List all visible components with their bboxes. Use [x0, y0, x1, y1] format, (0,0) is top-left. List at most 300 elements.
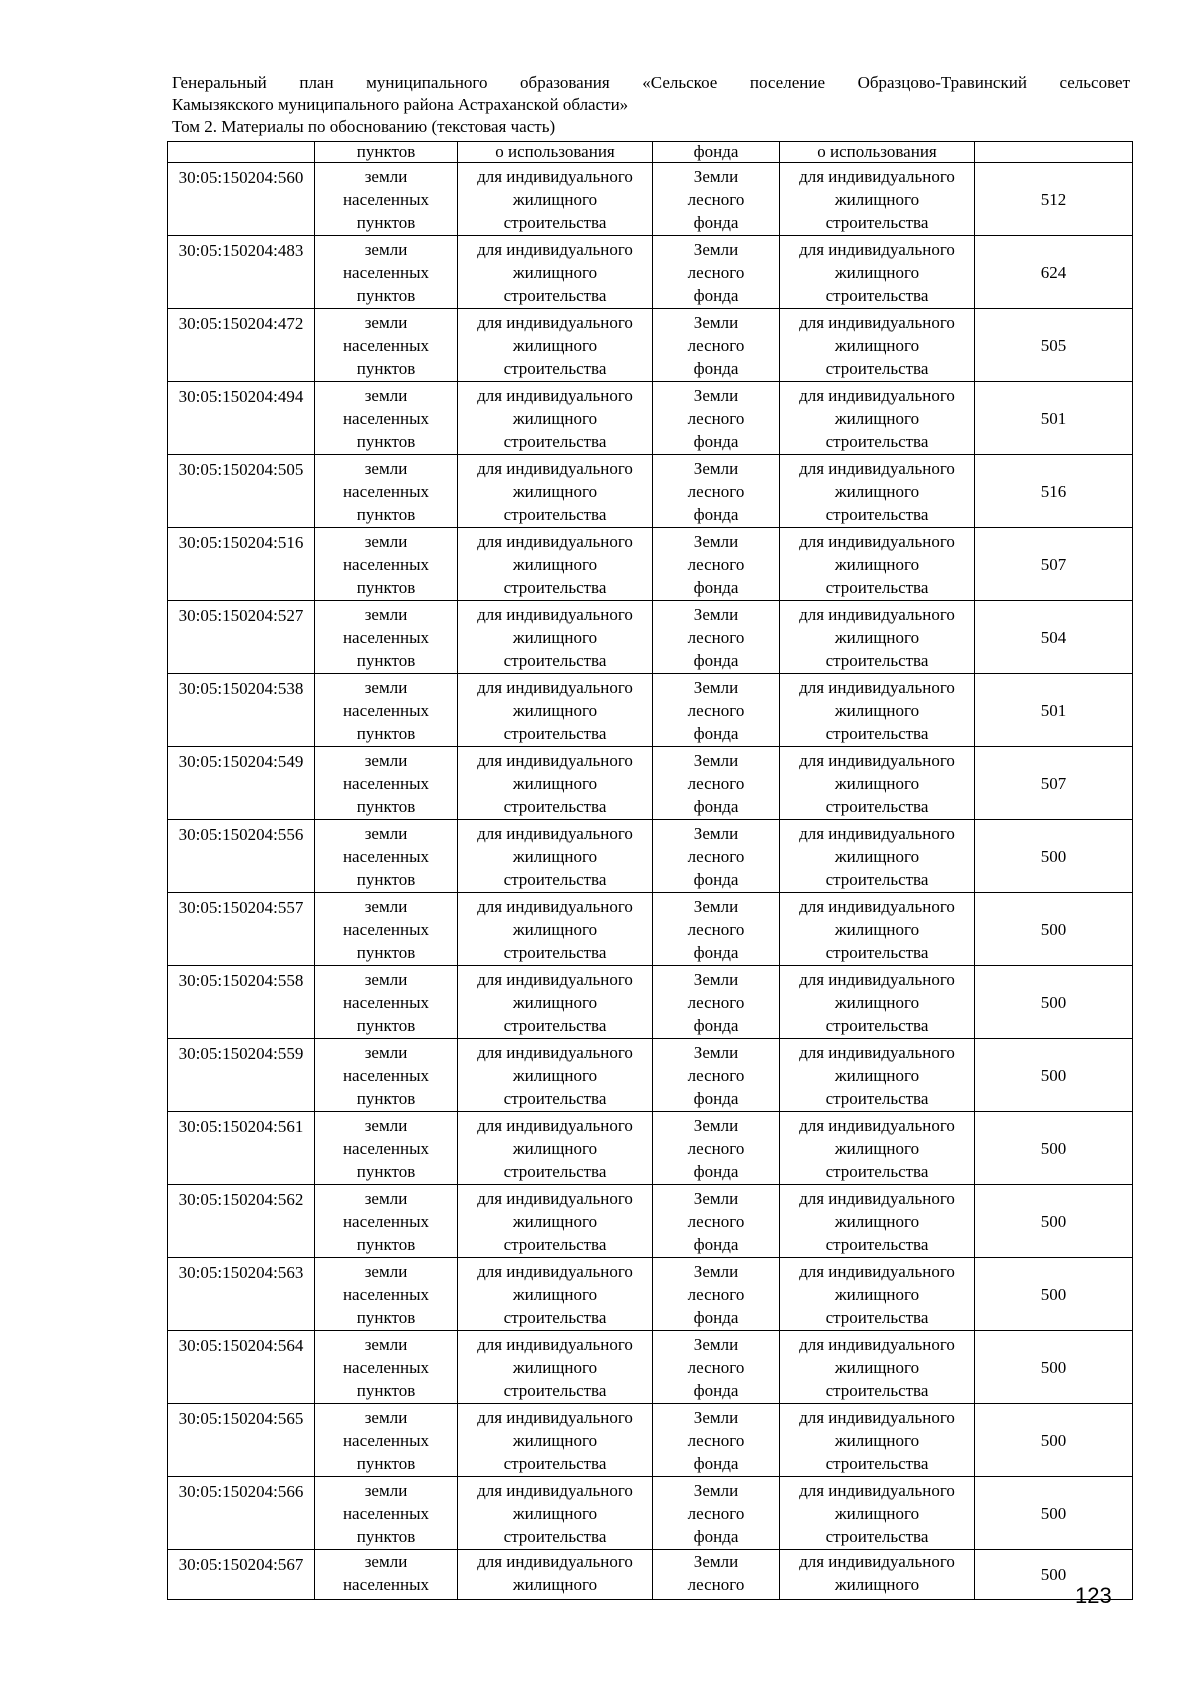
- category-to-cell: [653, 966, 780, 1039]
- cell-line: Земли: [693, 385, 739, 405]
- area-cell: 500: [975, 820, 1133, 893]
- table-cell: о использования: [780, 142, 975, 163]
- use-from-cell: [458, 966, 653, 1039]
- use-to-cell: [780, 236, 975, 309]
- area-cell: 516: [975, 455, 1133, 528]
- cell-line: жилищного: [512, 554, 598, 574]
- cell-line: для индивидуального: [477, 385, 633, 405]
- cadastral-number-cell: 30:05:150204:516: [168, 528, 315, 601]
- cell-line: Земли: [693, 677, 739, 697]
- category-from-cell: [315, 674, 458, 747]
- cell-line: для индивидуального: [799, 750, 955, 770]
- cell-line: для индивидуального: [799, 239, 955, 259]
- cell-line: земли: [364, 823, 408, 843]
- area-cell: 507: [975, 528, 1133, 601]
- cell-line: населенных: [342, 1138, 430, 1158]
- cell-line: строительства: [503, 869, 607, 889]
- cell-line: жилищного: [512, 1503, 598, 1523]
- cadastral-number-cell: 30:05:150204:558: [168, 966, 315, 1039]
- cell-line: для индивидуального: [477, 604, 633, 624]
- cell-line: жилищного: [512, 919, 598, 939]
- use-to-cell: [780, 163, 975, 236]
- cell-line: для индивидуального: [799, 1480, 955, 1500]
- cell-line: фонда: [693, 1380, 739, 1400]
- area-cell: 500: [975, 1258, 1133, 1331]
- cell-line: для индивидуального: [477, 1407, 633, 1427]
- use-from-cell: [458, 1404, 653, 1477]
- cell-line: пунктов: [356, 577, 416, 597]
- cell-line: строительства: [503, 285, 607, 305]
- cell-line: лесного: [687, 335, 745, 355]
- table-cell: фонда: [653, 142, 780, 163]
- cell-line: строительства: [503, 1307, 607, 1327]
- cell-line: пунктов: [356, 1088, 416, 1108]
- use-from-cell: [458, 747, 653, 820]
- cell-line: лесного: [687, 408, 745, 428]
- cell-line: для индивидуального: [477, 1115, 633, 1135]
- category-from-cell: [315, 1477, 458, 1550]
- category-from-cell: [315, 1258, 458, 1331]
- use-to-cell: [780, 1112, 975, 1185]
- cell-line: для индивидуального: [799, 458, 955, 478]
- category-from-cell: [315, 966, 458, 1039]
- cell-line: для индивидуального: [799, 312, 955, 332]
- cell-line: фонда: [693, 577, 739, 597]
- cell-line: строительства: [825, 723, 929, 743]
- cell-line: Земли: [693, 1188, 739, 1208]
- cell-line: Земли: [693, 1334, 739, 1354]
- header-line-2: Камызякского муниципального района Астраханской области»: [172, 95, 629, 114]
- cell-line: пунктов: [356, 869, 416, 889]
- cadastral-number-cell: 30:05:150204:564: [168, 1331, 315, 1404]
- category-to-cell: [653, 674, 780, 747]
- area-cell: 500: [975, 893, 1133, 966]
- category-to-cell: [653, 1185, 780, 1258]
- table-row: [168, 528, 1133, 601]
- category-to-cell: [653, 528, 780, 601]
- table-row: [168, 674, 1133, 747]
- table-row: [168, 601, 1133, 674]
- category-from-cell: [315, 1404, 458, 1477]
- use-to-cell: [780, 674, 975, 747]
- page-number: 123: [1075, 1583, 1112, 1608]
- use-from-cell: [458, 1185, 653, 1258]
- cell-line: фонда: [693, 942, 739, 962]
- cell-line: жилищного: [834, 1211, 920, 1231]
- cell-line: жилищного: [512, 700, 598, 720]
- cell-line: населенных: [342, 992, 430, 1012]
- cadastral-number-cell: 30:05:150204:549: [168, 747, 315, 820]
- use-from-cell: [458, 820, 653, 893]
- cell-line: для индивидуального: [477, 1552, 633, 1571]
- area-cell: 505: [975, 309, 1133, 382]
- use-from-cell: [458, 163, 653, 236]
- cell-line: лесного: [687, 1065, 745, 1085]
- cell-line: строительства: [503, 1234, 607, 1254]
- use-from-cell: [458, 674, 653, 747]
- cell-line: жилищного: [834, 700, 920, 720]
- cell-line: фонда: [693, 358, 739, 378]
- table-row: [168, 747, 1133, 820]
- cell-line: строительства: [503, 504, 607, 524]
- cadastral-number-cell: 30:05:150204:472: [168, 309, 315, 382]
- cell-line: земли: [364, 1480, 408, 1500]
- area-cell: 500: [975, 1404, 1133, 1477]
- category-to-cell: [653, 820, 780, 893]
- area-cell: 501: [975, 382, 1133, 455]
- table-row: [168, 820, 1133, 893]
- category-from-cell: [315, 455, 458, 528]
- cell-line: для индивидуального: [477, 312, 633, 332]
- use-from-cell: [458, 455, 653, 528]
- table-row: [168, 1331, 1133, 1404]
- cell-line: пунктов: [356, 431, 416, 451]
- cell-line: жилищного: [834, 846, 920, 866]
- cell-line: жилищного: [512, 992, 598, 1012]
- cell-line: лесного: [687, 1503, 745, 1523]
- cell-line: фонда: [693, 212, 739, 232]
- cell-line: строительства: [825, 869, 929, 889]
- table-row: [168, 1550, 1133, 1600]
- cell-line: пунктов: [356, 504, 416, 524]
- cell-line: лесного: [687, 846, 745, 866]
- cell-line: фонда: [693, 285, 739, 305]
- category-from-cell: [315, 1039, 458, 1112]
- cell-line: строительства: [503, 1088, 607, 1108]
- cell-line: населенных: [342, 189, 430, 209]
- table-row: [168, 163, 1133, 236]
- cell-line: строительства: [503, 577, 607, 597]
- use-to-cell: [780, 1039, 975, 1112]
- cell-line: земли: [364, 239, 408, 259]
- cell-line: пунктов: [356, 1307, 416, 1327]
- cell-line: населенных: [342, 1211, 430, 1231]
- use-from-cell: [458, 236, 653, 309]
- use-to-cell: [780, 966, 975, 1039]
- cell-line: жилищного: [834, 262, 920, 282]
- cell-line: строительства: [503, 942, 607, 962]
- cell-line: для индивидуального: [799, 677, 955, 697]
- cell-line: жилищного: [834, 1284, 920, 1304]
- cell-line: земли: [364, 969, 408, 989]
- cell-line: для индивидуального: [477, 969, 633, 989]
- use-from-cell: [458, 1112, 653, 1185]
- use-to-cell: [780, 1185, 975, 1258]
- cell-line: земли: [364, 166, 408, 186]
- cadastral-number-cell: 30:05:150204:557: [168, 893, 315, 966]
- category-from-cell: [315, 1185, 458, 1258]
- cell-line: жилищного: [512, 1211, 598, 1231]
- cell-line: Земли: [693, 1115, 739, 1135]
- cell-line: строительства: [825, 650, 929, 670]
- cell-line: Земли: [693, 604, 739, 624]
- cell-line: для индивидуального: [799, 1115, 955, 1135]
- cell-line: жилищного: [834, 481, 920, 501]
- cell-line: строительства: [825, 1526, 929, 1546]
- cell-line: строительства: [825, 1307, 929, 1327]
- cell-line: для индивидуального: [477, 1188, 633, 1208]
- table-body: [168, 142, 1133, 1600]
- cell-line: жилищного: [834, 1575, 920, 1594]
- cell-line: лесного: [687, 1357, 745, 1377]
- cell-line: для индивидуального: [477, 1261, 633, 1281]
- cell-line: фонда: [693, 504, 739, 524]
- table-row: [168, 1477, 1133, 1550]
- cadastral-number-cell: 30:05:150204:527: [168, 601, 315, 674]
- use-to-cell: [780, 1550, 975, 1600]
- cell-line: земли: [364, 312, 408, 332]
- use-from-cell: [458, 893, 653, 966]
- cell-line: для индивидуального: [799, 896, 955, 916]
- cell-line: земли: [364, 1261, 408, 1281]
- cell-line: строительства: [825, 431, 929, 451]
- use-from-cell: [458, 1331, 653, 1404]
- cell-line: строительства: [825, 796, 929, 816]
- category-to-cell: [653, 601, 780, 674]
- cell-line: лесного: [687, 1430, 745, 1450]
- cell-line: строительства: [503, 796, 607, 816]
- cell-line: фонда: [693, 1161, 739, 1181]
- cell-line: фонда: [693, 796, 739, 816]
- cell-line: для индивидуального: [477, 1334, 633, 1354]
- table-row: [168, 893, 1133, 966]
- cell-line: лесного: [687, 992, 745, 1012]
- cell-line: жилищного: [512, 408, 598, 428]
- table-cell: пунктов: [315, 142, 458, 163]
- category-to-cell: [653, 1258, 780, 1331]
- cell-line: населенных: [342, 1284, 430, 1304]
- cell-line: фонда: [693, 431, 739, 451]
- area-cell: 507: [975, 747, 1133, 820]
- category-to-cell: [653, 1550, 780, 1600]
- use-from-cell: [458, 1550, 653, 1600]
- category-to-cell: [653, 1404, 780, 1477]
- category-from-cell: [315, 163, 458, 236]
- cell-line: для индивидуального: [477, 531, 633, 551]
- category-from-cell: [315, 528, 458, 601]
- cell-line: для индивидуального: [477, 458, 633, 478]
- cell-line: строительства: [503, 1380, 607, 1400]
- cell-line: фонда: [693, 869, 739, 889]
- cell-line: жилищного: [834, 1430, 920, 1450]
- document-header: [172, 72, 1130, 138]
- cell-line: пунктов: [356, 723, 416, 743]
- cell-line: населенных: [342, 773, 430, 793]
- use-from-cell: [458, 309, 653, 382]
- category-from-cell: [315, 1550, 458, 1600]
- cell-line: земли: [364, 1552, 408, 1571]
- category-to-cell: [653, 455, 780, 528]
- category-to-cell: [653, 1331, 780, 1404]
- cell-line: лесного: [687, 700, 745, 720]
- cell-line: фонда: [693, 1015, 739, 1035]
- category-to-cell: [653, 163, 780, 236]
- cell-line: лесного: [687, 773, 745, 793]
- cell-line: для индивидуального: [799, 1552, 955, 1571]
- use-to-cell: [780, 455, 975, 528]
- table-row: [168, 236, 1133, 309]
- area-cell: 500: [975, 1550, 1133, 1600]
- cell-line: лесного: [687, 554, 745, 574]
- use-to-cell: [780, 747, 975, 820]
- cell-line: строительства: [503, 212, 607, 232]
- cell-line: Земли: [693, 823, 739, 843]
- cell-line: пунктов: [356, 285, 416, 305]
- cell-line: строительства: [825, 358, 929, 378]
- cell-line: населенных: [342, 700, 430, 720]
- continuation-row: [168, 142, 1133, 163]
- cell-line: строительства: [503, 1453, 607, 1473]
- cell-line: пунктов: [356, 1161, 416, 1181]
- cell-line: жилищного: [834, 1503, 920, 1523]
- table-row: [168, 309, 1133, 382]
- cell-line: пунктов: [356, 1015, 416, 1035]
- header-line-1: Генеральный план муниципального образования «Сельское поселение Образцово-Травинский сельсовет: [172, 73, 1130, 92]
- category-to-cell: [653, 382, 780, 455]
- cell-line: для индивидуального: [799, 1334, 955, 1354]
- cell-line: фонда: [693, 1088, 739, 1108]
- cadastral-number-cell: 30:05:150204:561: [168, 1112, 315, 1185]
- area-cell: 624: [975, 236, 1133, 309]
- table-row: [168, 1258, 1133, 1331]
- cell-line: земли: [364, 1042, 408, 1062]
- category-to-cell: [653, 893, 780, 966]
- category-from-cell: [315, 893, 458, 966]
- cell-line: земли: [364, 604, 408, 624]
- cell-line: пунктов: [356, 1380, 416, 1400]
- area-cell: 500: [975, 1477, 1133, 1550]
- cell-line: жилищного: [834, 1065, 920, 1085]
- cell-line: жилищного: [834, 189, 920, 209]
- cell-line: пунктов: [356, 650, 416, 670]
- cadastral-number-cell: 30:05:150204:538: [168, 674, 315, 747]
- cell-line: жилищного: [512, 846, 598, 866]
- cell-line: земли: [364, 896, 408, 916]
- cell-line: для индивидуального: [477, 823, 633, 843]
- cell-line: населенных: [342, 481, 430, 501]
- cell-line: жилищного: [834, 992, 920, 1012]
- cell-line: для индивидуального: [477, 239, 633, 259]
- cadastral-number-cell: 30:05:150204:494: [168, 382, 315, 455]
- use-to-cell: [780, 1331, 975, 1404]
- category-from-cell: [315, 820, 458, 893]
- use-to-cell: [780, 528, 975, 601]
- cell-line: для индивидуального: [799, 823, 955, 843]
- cell-line: жилищного: [512, 627, 598, 647]
- category-to-cell: [653, 309, 780, 382]
- use-from-cell: [458, 528, 653, 601]
- cell-line: Земли: [693, 166, 739, 186]
- cell-line: строительства: [825, 212, 929, 232]
- cell-line: Земли: [693, 1552, 739, 1571]
- cell-line: Земли: [693, 896, 739, 916]
- cell-line: жилищного: [512, 1357, 598, 1377]
- cell-line: для индивидуального: [799, 604, 955, 624]
- cell-line: лесного: [687, 1284, 745, 1304]
- table-row: [168, 1039, 1133, 1112]
- cell-line: земли: [364, 1115, 408, 1135]
- cell-line: для индивидуального: [477, 166, 633, 186]
- cell-line: лесного: [687, 1575, 745, 1594]
- cell-line: земли: [364, 1188, 408, 1208]
- cell-line: для индивидуального: [477, 1480, 633, 1500]
- cell-line: жилищного: [512, 481, 598, 501]
- cadastral-number-cell: 30:05:150204:562: [168, 1185, 315, 1258]
- cell-line: фонда: [693, 1526, 739, 1546]
- cell-line: для индивидуального: [477, 677, 633, 697]
- cell-line: пунктов: [356, 942, 416, 962]
- cell-line: для индивидуального: [799, 531, 955, 551]
- cell-line: населенных: [342, 1430, 430, 1450]
- cell-line: строительства: [503, 1526, 607, 1546]
- cell-line: земли: [364, 1407, 408, 1427]
- table-cell: [975, 142, 1133, 163]
- cell-line: жилищного: [834, 408, 920, 428]
- cell-line: лесного: [687, 627, 745, 647]
- cell-line: лесного: [687, 481, 745, 501]
- cell-line: строительства: [503, 1015, 607, 1035]
- category-to-cell: [653, 1477, 780, 1550]
- cell-line: жилищного: [834, 1357, 920, 1377]
- cell-line: населенных: [342, 262, 430, 282]
- use-to-cell: [780, 820, 975, 893]
- cell-line: Земли: [693, 969, 739, 989]
- area-cell: 500: [975, 1185, 1133, 1258]
- cadastral-number-cell: 30:05:150204:566: [168, 1477, 315, 1550]
- use-from-cell: [458, 1258, 653, 1331]
- cell-line: лесного: [687, 1138, 745, 1158]
- cell-line: населенных: [342, 1065, 430, 1085]
- cell-line: населенных: [342, 408, 430, 428]
- category-from-cell: [315, 309, 458, 382]
- cell-line: строительства: [825, 942, 929, 962]
- cell-line: жилищного: [512, 1575, 598, 1594]
- cadastral-number-cell: 30:05:150204:567: [168, 1550, 315, 1600]
- cell-line: пунктов: [356, 796, 416, 816]
- cell-line: жилищного: [512, 1284, 598, 1304]
- cell-line: строительства: [503, 723, 607, 743]
- cell-line: Земли: [693, 1480, 739, 1500]
- cell-line: земли: [364, 531, 408, 551]
- area-cell: 500: [975, 966, 1133, 1039]
- table-row: [168, 1185, 1133, 1258]
- cell-line: лесного: [687, 262, 745, 282]
- table-cell: [168, 142, 315, 163]
- cell-line: строительства: [825, 285, 929, 305]
- use-to-cell: [780, 1404, 975, 1477]
- cell-line: пунктов: [356, 358, 416, 378]
- table-row: [168, 455, 1133, 528]
- cell-line: населенных: [342, 1503, 430, 1523]
- table-cell: о использования: [458, 142, 653, 163]
- cell-line: лесного: [687, 1211, 745, 1231]
- cell-line: пунктов: [356, 1234, 416, 1254]
- cell-line: земли: [364, 1334, 408, 1354]
- table-row: [168, 1112, 1133, 1185]
- cell-line: населенных: [342, 627, 430, 647]
- cell-line: для индивидуального: [799, 1407, 955, 1427]
- area-cell: 500: [975, 1112, 1133, 1185]
- use-from-cell: [458, 1477, 653, 1550]
- cell-line: жилищного: [512, 773, 598, 793]
- category-from-cell: [315, 382, 458, 455]
- cell-line: строительства: [825, 577, 929, 597]
- category-to-cell: [653, 1112, 780, 1185]
- use-from-cell: [458, 601, 653, 674]
- cell-line: фонда: [693, 1234, 739, 1254]
- category-from-cell: [315, 1331, 458, 1404]
- cadastral-number-cell: 30:05:150204:565: [168, 1404, 315, 1477]
